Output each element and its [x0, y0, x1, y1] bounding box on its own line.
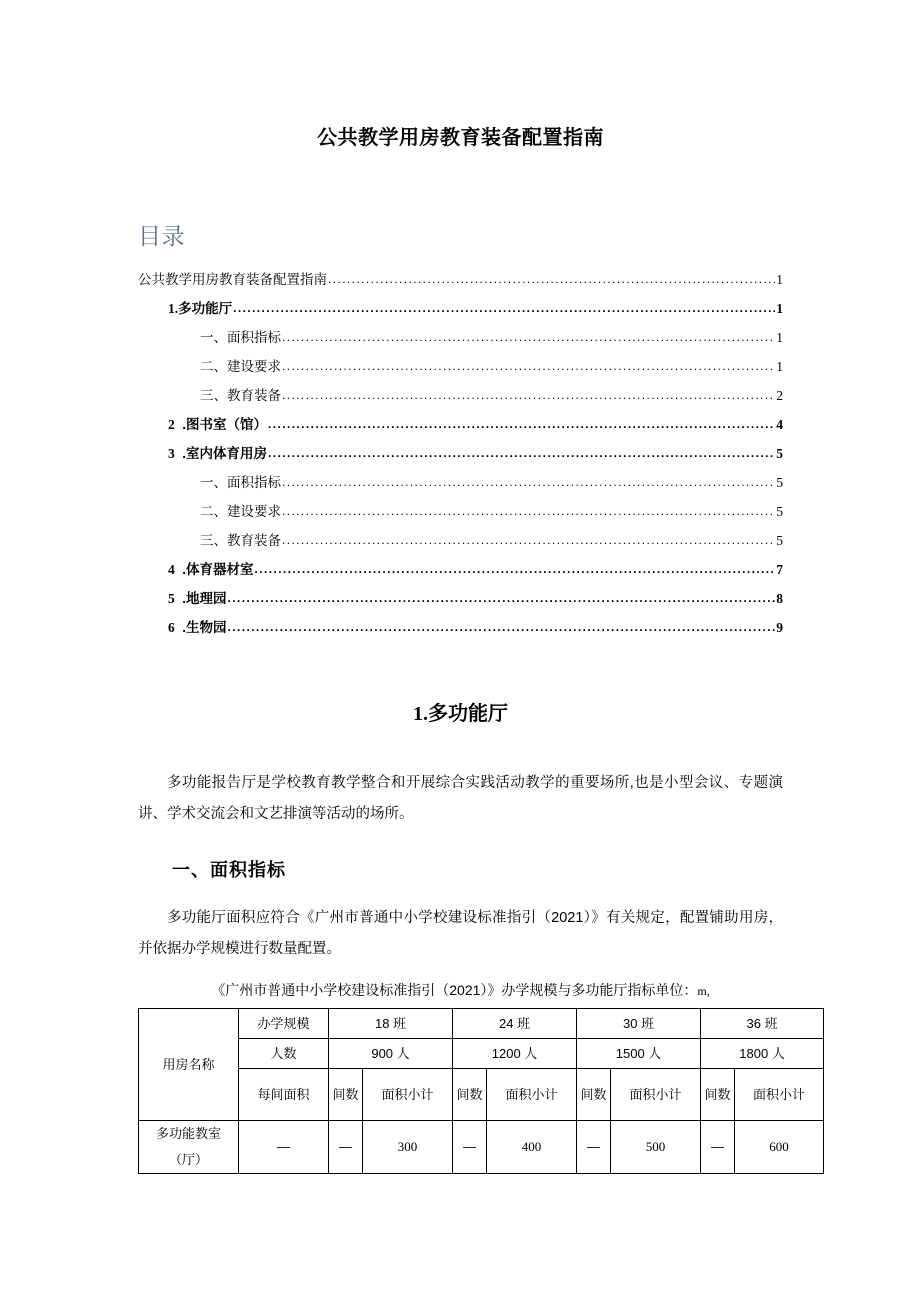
toc-entry[interactable]	[138, 297, 783, 326]
table-header-area-subtotal: 面积小计	[363, 1069, 453, 1121]
toc-leader-dots	[282, 502, 775, 516]
table-header-area-subtotal: 面积小计	[735, 1069, 824, 1121]
spec-table-wrapper	[138, 1008, 806, 1174]
table-cell-area-subtotal: 400	[487, 1121, 577, 1174]
toc-entry-label	[138, 268, 327, 288]
toc-page-number: 4	[776, 417, 783, 432]
table-header-room-count: 间数	[329, 1069, 363, 1121]
toc-entry-text: 二、建设要求	[200, 504, 281, 519]
table-header-people-label: 人数	[239, 1039, 329, 1069]
toc-page-number: 9	[776, 620, 783, 635]
table-header-row-subcolumns	[139, 1069, 824, 1121]
section-heading-text: 多功能厅	[428, 703, 508, 725]
table-cell-room-name: 多功能教室（厅）	[139, 1121, 239, 1174]
toc-entry-text: 三、教育装备	[200, 533, 281, 548]
table-header-scale-value: 36 班	[701, 1009, 824, 1039]
toc-entry[interactable]	[138, 268, 783, 297]
table-caption	[138, 979, 783, 1002]
toc-page-number: 1	[776, 330, 783, 345]
toc-entry-text: .体育器材室	[182, 562, 254, 577]
table-header-area-subtotal: 面积小计	[611, 1069, 701, 1121]
toc-page-number: 8	[776, 591, 783, 606]
toc-leader-dots	[228, 618, 776, 632]
table-of-contents	[138, 268, 783, 645]
table-header-scale-value: 30 班	[577, 1009, 701, 1039]
toc-entry-label	[168, 442, 267, 462]
toc-entry-label	[168, 413, 267, 433]
toc-page-number: 5	[776, 446, 783, 461]
toc-entry[interactable]	[138, 384, 783, 413]
table-cell-per-room-area: —	[239, 1121, 329, 1174]
toc-leader-dots	[228, 589, 776, 603]
toc-entry-label	[200, 529, 281, 549]
table-header-room-count: 间数	[453, 1069, 487, 1121]
table-header-per-room-area: 每间面积	[239, 1069, 329, 1121]
table-cell-room-count: —	[453, 1121, 487, 1174]
table-header-row-scale	[139, 1009, 824, 1039]
toc-leader-dots	[282, 473, 775, 487]
toc-entry-label	[168, 297, 232, 317]
toc-leader-dots	[255, 560, 776, 574]
toc-entry-number: 3	[168, 446, 175, 461]
toc-entry-text: 多功能厅	[178, 301, 233, 316]
toc-entry[interactable]	[138, 471, 783, 500]
table-header-scale-label: 办学规模	[239, 1009, 329, 1039]
section-number: 1.	[413, 703, 428, 725]
toc-entry-text: .图书室（馆）	[182, 417, 268, 432]
toc-entry[interactable]	[138, 413, 783, 442]
toc-entry-number: 2	[168, 417, 175, 432]
toc-entry[interactable]	[138, 558, 783, 587]
table-cell-area-subtotal: 600	[735, 1121, 824, 1174]
table-cell-room-count: —	[329, 1121, 363, 1174]
toc-entry[interactable]	[138, 616, 783, 645]
toc-entry-number: 4	[168, 562, 175, 577]
toc-entry-text: 公共教学用房教育装备配置指南	[138, 272, 327, 287]
toc-entry-label	[200, 471, 281, 491]
toc-entry[interactable]	[138, 587, 783, 616]
toc-page-number: 5	[776, 504, 783, 519]
toc-entry-label	[168, 616, 227, 636]
toc-page-number: 7	[776, 562, 783, 577]
toc-entry-text: 三、教育装备	[200, 388, 281, 403]
subsection-paragraph-area-index: 多功能厅面积应符合《广州市普通中小学校建设标准指引（2021）》有关规定，配置铺助用房，并依据办学规模进行数量配置。	[138, 910, 783, 957]
toc-entry-text: 一、面积指标	[200, 330, 281, 345]
toc-heading: 目录	[138, 223, 185, 249]
toc-page-number: 2	[776, 388, 783, 403]
table-header-room-count: 间数	[577, 1069, 611, 1121]
toc-entry-text: 一、面积指标	[200, 475, 281, 490]
toc-page-number: 1	[776, 272, 783, 287]
table-header-room-name: 用房名称	[139, 1009, 239, 1121]
table-cell-room-count: —	[701, 1121, 735, 1174]
section-heading-1	[138, 700, 783, 728]
toc-entry-label	[168, 558, 254, 578]
toc-entry-number: 1.	[168, 301, 179, 316]
toc-entry[interactable]	[138, 355, 783, 384]
toc-leader-dots	[282, 386, 775, 400]
toc-entry-number: 6	[168, 620, 175, 635]
subsection-heading-area-index: 一、面积指标	[172, 860, 286, 880]
toc-entry[interactable]	[138, 500, 783, 529]
table-cell-room-count: —	[577, 1121, 611, 1174]
toc-leader-dots	[282, 328, 775, 342]
toc-entry-label	[200, 326, 281, 346]
toc-entry-text: .室内体育用房	[182, 446, 268, 461]
toc-page-number: 5	[776, 533, 783, 548]
toc-entry-text: .生物园	[182, 620, 227, 635]
toc-leader-dots	[282, 357, 775, 371]
toc-entry-text: 二、建设要求	[200, 359, 281, 374]
toc-entry-label	[168, 587, 227, 607]
table-header-row-people	[139, 1039, 824, 1069]
toc-page-number: 5	[776, 475, 783, 490]
toc-entry[interactable]	[138, 529, 783, 558]
table-cell-area-subtotal: 500	[611, 1121, 701, 1174]
table-header-people-value: 900 人	[329, 1039, 453, 1069]
table-header-room-count: 间数	[701, 1069, 735, 1121]
table-caption-text: 《广州市普通中小学校建设标准指引（2021）》办学规模与多功能厅指标单位：	[211, 982, 698, 998]
toc-entry[interactable]	[138, 326, 783, 355]
table-cell-area-subtotal: 300	[363, 1121, 453, 1174]
toc-page-number: 1	[776, 359, 783, 374]
table-header-people-value: 1800 人	[701, 1039, 824, 1069]
table-header-scale-value: 24 班	[453, 1009, 577, 1039]
spec-table	[138, 1008, 824, 1174]
toc-entry-label	[200, 355, 281, 375]
toc-entry[interactable]	[138, 442, 783, 471]
toc-leader-dots	[328, 270, 775, 284]
table-caption-unit: m,	[697, 984, 710, 998]
toc-entry-text: .地理园	[182, 591, 227, 606]
toc-entry-label	[200, 384, 281, 404]
toc-leader-dots	[268, 444, 775, 458]
table-row	[139, 1121, 824, 1174]
toc-leader-dots	[268, 415, 775, 429]
table-header-area-subtotal: 面积小计	[487, 1069, 577, 1121]
table-header-people-value: 1200 人	[453, 1039, 577, 1069]
page-title: 公共教学用房教育装备配置指南	[317, 127, 604, 149]
toc-leader-dots	[282, 531, 775, 545]
section-intro-paragraph: 多功能报告厅是学校教育教学整合和开展综合实践活动教学的重要场所,也是小型会议、专题演讲、学术交流会和文艺排演等活动的场所。	[138, 775, 783, 822]
toc-entry-label	[200, 500, 281, 520]
table-header-people-value: 1500 人	[577, 1039, 701, 1069]
toc-entry-number: 5	[168, 591, 175, 606]
table-header-scale-value: 18 班	[329, 1009, 453, 1039]
toc-page-number: 1	[776, 301, 783, 316]
toc-leader-dots	[233, 299, 775, 313]
